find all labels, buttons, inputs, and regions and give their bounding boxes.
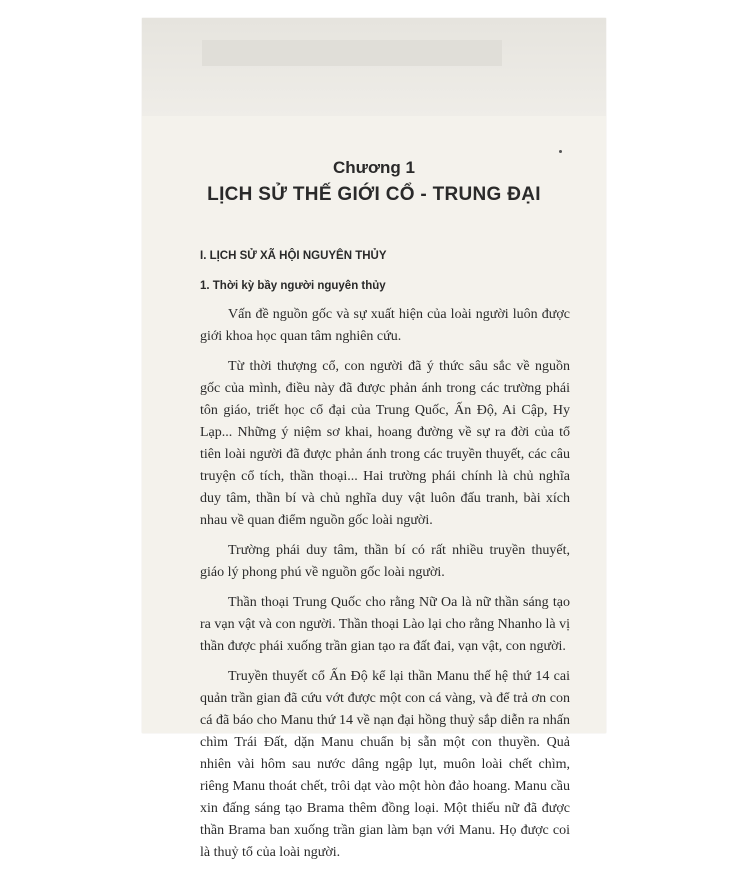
- header-band: [142, 18, 606, 116]
- book-page: [142, 18, 606, 860]
- chapter-title: LỊCH SỬ THẾ GIỚI CỔ - TRUNG ĐẠI: [207, 184, 541, 205]
- paragraph: Truyền thuyết cổ Ấn Độ kể lại thần Manu thế hệ thứ 14 cai quản trần gian đã cứu vớt được một con cá vàng, và để trả ơn con cá đã báo cho Manu thứ 14 về nạn đại hồng thuỷ sắp diễn ra nhấn chìm Trái Đất, dặn Manu chuẩn bị sẵn một con thuyền. Quả nhiên vài hôm sau nước dâng ngập lụt, muôn loài chết chìm, riêng Manu thoát chết, trôi dạt vào một hòn đảo hoang. Manu cầu xin đấng sáng tạo Brama thêm đồng loại. Một thiếu nữ đã được thần Brama ban xuống trần gian làm bạn với Manu. Họ được coi là thuỷ tổ của loài người.: [200, 669, 570, 860]
- ink-dot: [559, 150, 562, 153]
- paragraph: Thần thoại Trung Quốc cho rằng Nữ Oa là nữ thần sáng tạo ra vạn vật và con người. Thần thoại Lào lại cho rằng Nhanho là vị thần được phái xuống trần gian tạo ra đất đai, vạn vật, con người.: [200, 595, 570, 654]
- paragraph: Từ thời thượng cổ, con người đã ý thức sâu sắc về nguồn gốc của mình, điều này đã được phản ánh trong các trường phái tôn giáo, triết học cổ đại của Trung Quốc, Ấn Độ, Ai Cập, Hy Lạp... Những ý niệm sơ khai, hoang đường về sự ra đời của tổ tiên loài người đã được phản ánh trong các truyền thuyết, các câu truyện cổ tích, thần thoại... Hai trường phái chính là chủ nghĩa duy tâm, thần bí và chủ nghĩa duy vật luôn đấu tranh, bài xích nhau về quan điểm nguồn gốc loài người.: [200, 359, 570, 528]
- sub-heading: 1. Thời kỳ bầy người nguyên thủy: [200, 280, 386, 292]
- header-strip: [202, 40, 502, 66]
- paragraph: Trường phái duy tâm, thần bí có rất nhiều truyền thuyết, giáo lý phong phú về nguồn gốc loài người.: [200, 543, 570, 580]
- paragraph: Vấn đề nguồn gốc và sự xuất hiện của loài người luôn được giới khoa học quan tâm nghiên cứu.: [200, 307, 570, 344]
- page-content: [200, 248, 570, 872]
- chapter-number: Chương 1: [332, 158, 415, 177]
- section-heading: I. LỊCH SỬ XÃ HỘI NGUYÊN THỦY: [200, 250, 387, 262]
- chapter-heading: [142, 156, 606, 208]
